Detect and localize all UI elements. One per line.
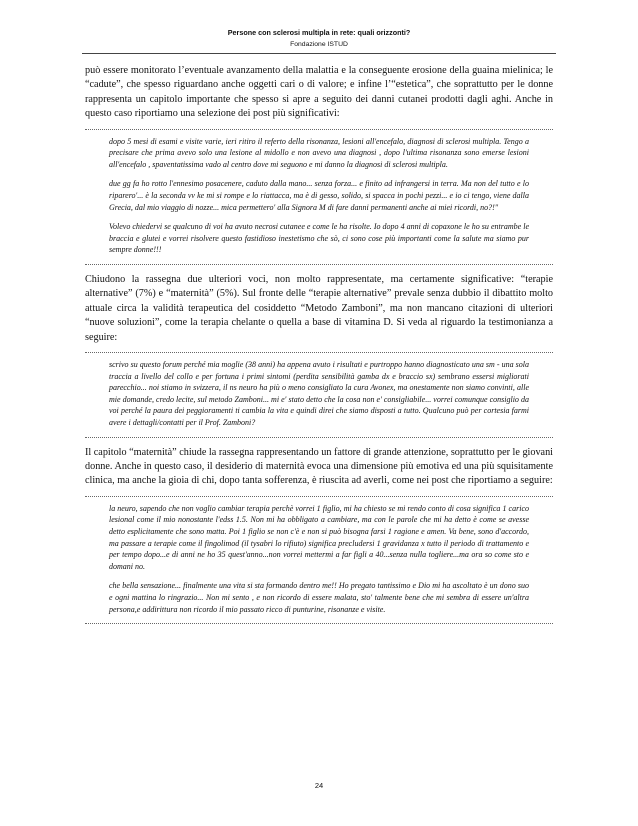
paragraph-alternative-therapies: Chiudono la rassegna due ulteriori voci, non molto rappresentate, ma certamente significative: “terapie alternative” (7%) e “maternità” (5%). Sul fronte delle “terapie alternative” prevale senza dubbio il dibattito molto attuale circa la validità terapeutica del cosiddetto “Metodo Zamboni”, ma non mancano citazioni di ulteriori “nuove soluzioni”, come la terapia chelante o quella a base di vitamina D. Si veda al riguardo la testimonianza a seguire: [85, 273, 553, 343]
quote-falls: due gg fa ho rotto l'ennesimo posacenere, caduto dalla mano... senza forza... e finito ad infrangersi in terra. Ma non del tutto e lo riparero'... è la seconda vv ke mi si rompe e lo riattacca, ma è di gesso, solido, si spacca in pochi pezzi... e io ci tengo, viene dalla Grecia, dal mio viaggio di nozze... mica permettero' alla Signora M di fare danni permanenti anche ai miei ricordi, no?!" [109, 179, 529, 212]
header-title: Persone con sclerosi multipla in rete: quali orizzonti? [227, 28, 411, 37]
page-number: 24 [314, 781, 324, 790]
paragraph-maternity: Il capitolo “maternità” chiude la rassegna rappresentando un fattore di grande attenzione, soprattutto per le giovani donne. Anche in questo caso, il desiderio di maternità evoca una dimensione più emotiva ed una più squisitamente clinica, ma anche la gioia di chi, dopo tanta sofferenza, è riuscita ad averli, come nei post che riportiamo a seguire: [85, 446, 553, 487]
page-header [80, 28, 558, 49]
quote-therapy-pregnancy: la neuro, sapendo che non voglio cambiar terapia perchè vorrei 1 figlio, mi ha chiesto se mi rendo conto di cosa significa 1 carico lesional come il mio nonostante l'edss 1.5. Non mi ha obbligato a cambiare, ma con le parole che mi ha detto è come se avesse detto esplicitamente che sono matta. Poi 1 figlio se non c'è e non si può bisogna farsi 1 ragione e amen. Va bene, sono d'accordo, ma passare a terapie come il fingolimod (il tysabri lo rifiuto) significa precludersi 1 gravidanza x tutto il periodo di trattamento e per tempo dopo...e di anni ne ho 35 quest'anno...non vorrei mettermi a far figli a 40...senza nulla togliere...ma ora so come sto e domani no. [109, 503, 529, 571]
header-divider [82, 53, 556, 54]
paragraph-intro: può essere monitorato l’eventuale avanzamento della malattia e la conseguente erosione della guaina mielinica; le “cadute”, che spesso riguardano anche oggetti cari o di valore; e infine l’“estetica”, che soprattutto per le donne rappresenta un capitolo importante che spesso si apre a seguito dei danni cutanei prodotti dagli aghi. Anche in questo caso riportiamo una selezione dei post più significativi: [85, 65, 553, 120]
quote-block-maternity [85, 496, 553, 624]
quote-zamboni: scrivo su questo forum perché mia moglie (38 anni) ha appena avuto i risultati e purtroppo hanno diagnosticato una sm - una sola traccia a livello del collo e per fortuna i primi sintomi (perdita sensibilità gamba dx e braccio sx) sembrano essersi migliorati parecchio... noi stiamo in svizzera, il ns neuro ha più o meno consigliato la cura Avonex, ma onestamente non siamo convinti, alle mie domande, credo lecite, sul metodo Zamboni... mi e' stato detto che la cosa non e' consigliabile... vorrei comunque consiglio da voi perché la paura dei peggioramenti ti cambia la vita e quindi direi che siamo disposti a tutto. Qualcuno può per cortesia farmi avere i dettagli/contatti per il Prof. Zamboni? [109, 360, 529, 427]
quote-aesthetics: Volevo chiedervi se qualcuno di voi ha avuto necrosi cutanee e come le ha risolte. Io dopo 4 anni di copaxone le ho su entrambe le braccia e glutei e vorrei risolvere questo fastidioso inestetismo che sò, ci sono cose più importanti come la salute ma siamo pur sempre donne!!! [109, 222, 529, 255]
page-body [85, 64, 553, 632]
quote-block-zamboni [85, 352, 553, 438]
quote-block-symptoms [85, 129, 553, 265]
quote-pregnancy-joy: che bella sensazione... finalmente una vita si sta formando dentro me!! Ho pregato tantissimo e Dio mi ha ascoltato è un dono suo e ogni mattina lo ringrazio... Non mi sento , e non ricordo di essere malata, sto' talmente bene che mi sembra di essere un'altra persona,e addirittura non ricordo il mio passato ricco di punturine, risonanze e visite. [109, 581, 529, 614]
quote-diagnosis: dopo 5 mesi di esami e visite varie, ieri ritiro il referto della risonanza, lesioni all'encefalo, diagnosi di sclerosi multipla. Tengo a precisare che prima avevo solo una lesione al midollo e non avevo una diagnosi , dopo l'ultima risonanza sono emerse lesioni all'encefalo , spaventatissima vado al centro dove mi seguono e mi danno la diagnosi di sclerosi multipla. [109, 136, 529, 169]
header-subtitle: Fondazione ISTUD [290, 41, 348, 48]
